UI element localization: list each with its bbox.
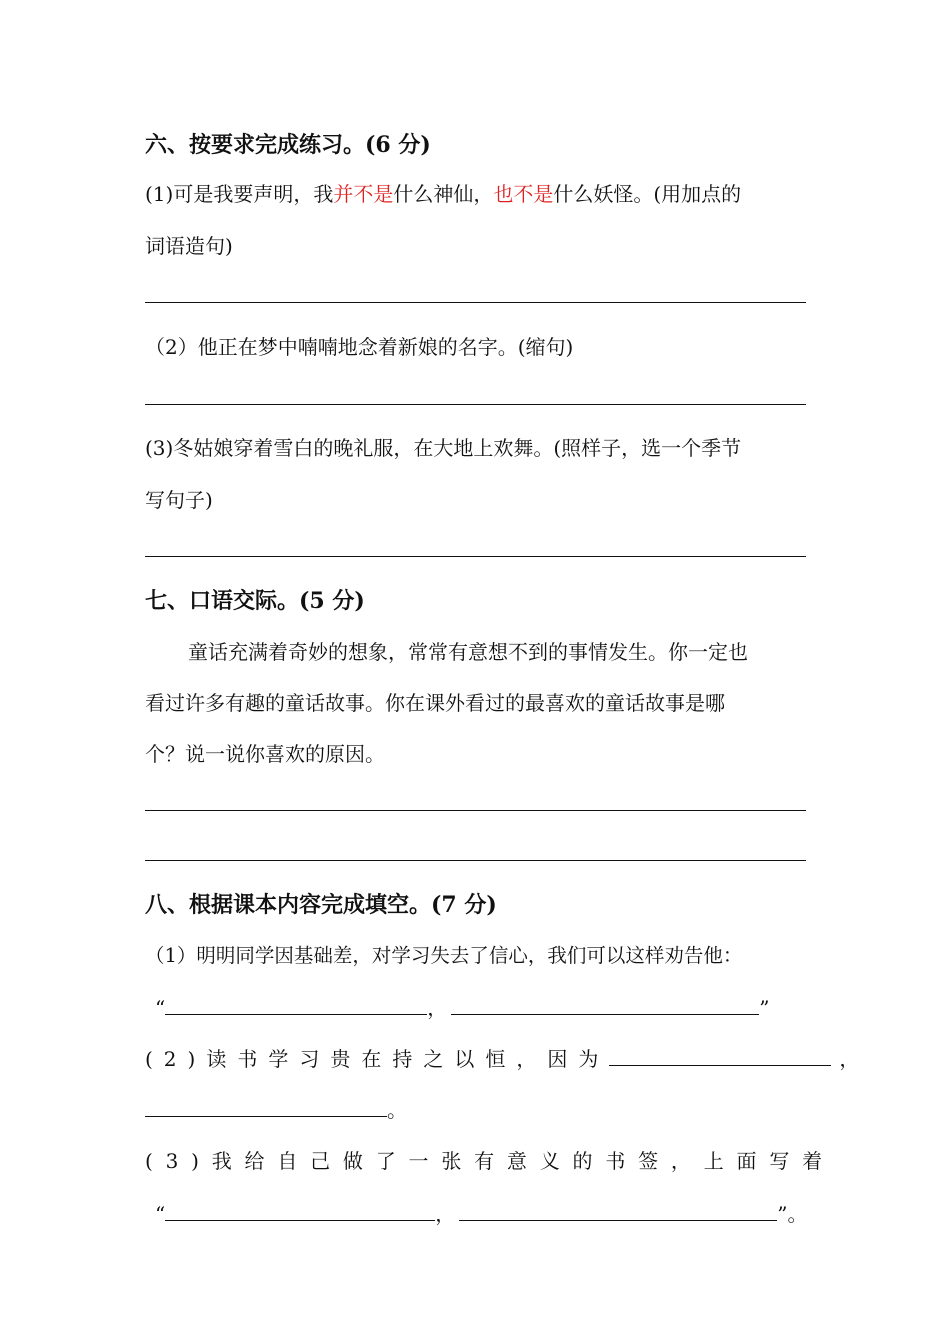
- q6-1-highlight-2: 也不是: [493, 182, 554, 206]
- q8-3-blanks: [155, 1198, 807, 1227]
- q8-1-blank-1[interactable]: [165, 996, 427, 1015]
- q6-1-prefix: (1)可是我要声明，我: [145, 182, 334, 206]
- section-6-heading: 六、按要求完成练习。(6 分): [145, 132, 431, 158]
- q8-3-line1: [145, 1145, 835, 1174]
- q6-1-suffix: 什么妖怪。(用加点的: [553, 182, 742, 206]
- q6-1-line2: 词语造句): [145, 234, 233, 258]
- answer-line-6-2[interactable]: [145, 404, 806, 405]
- q8-3-blank-2[interactable]: [459, 1202, 777, 1221]
- q8-3-open-quote: “: [155, 1202, 166, 1226]
- q8-2-line2: [145, 1094, 407, 1123]
- q7-paragraph-line1: 童话充满着奇妙的想象，常常有意想不到的事情发生。你一定也: [188, 640, 748, 664]
- q6-1-line1: [145, 178, 741, 207]
- q8-3-text: (3)我给自己做了一张有意义的书签，上面写着: [145, 1149, 835, 1173]
- q8-1-blank-2[interactable]: [451, 996, 759, 1015]
- q6-2: （2）他正在梦中喃喃地念着新娘的名字。(缩句): [145, 335, 574, 359]
- answer-line-6-1[interactable]: [145, 302, 806, 303]
- q6-1-middle: 什么神仙，: [393, 182, 494, 206]
- q8-1-close-quote: ”: [759, 996, 770, 1020]
- q8-2-text: (2)读书学习贵在持之以恒，因为: [145, 1047, 610, 1071]
- q8-3-blank-1[interactable]: [165, 1202, 435, 1221]
- q6-1-highlight-1: 并不是: [333, 182, 394, 206]
- q8-1-open-quote: “: [155, 996, 166, 1020]
- q6-3-line1: (3)冬姑娘穿着雪白的晚礼服，在大地上欢舞。(照样子，选一个季节: [145, 436, 742, 460]
- q7-paragraph-line3: 个？说一说你喜欢的原因。: [145, 742, 385, 766]
- q8-1-blanks: [155, 992, 769, 1021]
- q8-3-close-quote: ”。: [777, 1202, 808, 1226]
- q8-2-blank-1[interactable]: [609, 1047, 831, 1066]
- q7-paragraph-line2: 看过许多有趣的童话故事。你在课外看过的最喜欢的童话故事是哪: [145, 691, 725, 715]
- q6-3-line2: 写句子): [145, 488, 213, 512]
- answer-line-6-3[interactable]: [145, 556, 806, 557]
- q8-2-line1: [145, 1043, 859, 1072]
- section-8-heading: 八、根据课本内容完成填空。(7 分): [145, 892, 497, 918]
- q8-1-line1: （1）明明同学因基础差，对学习失去了信心，我们可以这样劝告他：: [145, 944, 743, 967]
- answer-line-7-1[interactable]: [145, 810, 806, 811]
- q8-2-period: 。: [387, 1098, 407, 1122]
- q8-2-comma: ，: [839, 1047, 860, 1071]
- section-7-heading: 七、口语交际。(5 分): [145, 588, 365, 614]
- q8-3-comma: ，: [435, 1202, 456, 1226]
- answer-line-7-2[interactable]: [145, 860, 806, 861]
- q8-1-comma: ，: [427, 996, 448, 1020]
- q8-2-blank-2[interactable]: [145, 1098, 387, 1117]
